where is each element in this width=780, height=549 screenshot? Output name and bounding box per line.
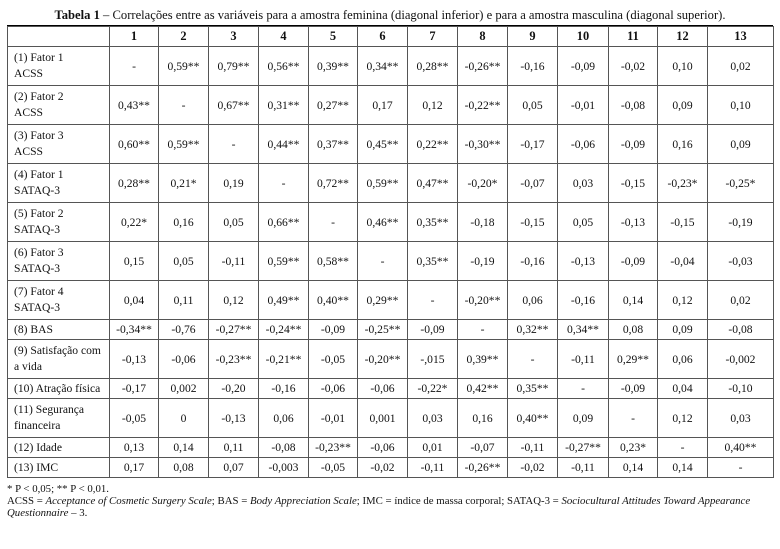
table-cell: -	[708, 458, 774, 478]
table-cell: 0,02	[708, 281, 774, 320]
table-cell: 0,45**	[358, 125, 408, 164]
table-cell: 0,08	[609, 320, 658, 340]
table-cell: -0,11	[558, 340, 609, 379]
table-cell: -0,01	[309, 399, 358, 438]
table-cell: 0,14	[658, 458, 708, 478]
header-cell-13: 13	[708, 27, 774, 47]
row-label: (10) Atração física	[8, 379, 110, 399]
table-cell: -0,18	[458, 203, 508, 242]
table-cell: -0,09	[309, 320, 358, 340]
table-cell: -0,01	[558, 86, 609, 125]
table-row	[8, 438, 774, 458]
table-caption	[7, 5, 773, 26]
table-cell: 0,16	[159, 203, 209, 242]
header-cell-11: 11	[609, 27, 658, 47]
table-cell: 0,15	[110, 242, 159, 281]
header-cell-6: 6	[358, 27, 408, 47]
table-cell: 0,40**	[508, 399, 558, 438]
table-row	[8, 86, 774, 125]
table-cell: -0,27**	[558, 438, 609, 458]
table-cell: 0,42**	[458, 379, 508, 399]
table-cell: 0,58**	[309, 242, 358, 281]
table-container	[7, 5, 773, 519]
table-cell: -0,22**	[458, 86, 508, 125]
table-cell: -0,11	[558, 458, 609, 478]
table-cell: -0,16	[558, 281, 609, 320]
row-label: (2) Fator 2 ACSS	[8, 86, 110, 125]
header-cell-4: 4	[259, 27, 309, 47]
table-row	[8, 340, 774, 379]
table-cell: 0,10	[708, 86, 774, 125]
table-row	[8, 164, 774, 203]
table-cell: 0,28**	[408, 47, 458, 86]
header-cell-1: 1	[110, 27, 159, 47]
table-cell: -0,11	[209, 242, 259, 281]
table-cell: 0,05	[159, 242, 209, 281]
table-cell: 0,10	[658, 47, 708, 86]
table-cell: -	[309, 203, 358, 242]
table-cell: 0,11	[209, 438, 259, 458]
table-cell: 0,47**	[408, 164, 458, 203]
row-label: (12) Idade	[8, 438, 110, 458]
table-cell: 0,59**	[159, 125, 209, 164]
table-cell: -0,002	[708, 340, 774, 379]
header-cell-empty	[8, 27, 110, 47]
table-cell: -0,30**	[458, 125, 508, 164]
table-cell: 0,08	[159, 458, 209, 478]
table-cell: 0,21*	[159, 164, 209, 203]
table-cell: 0,07	[209, 458, 259, 478]
table-cell: -0,09	[609, 379, 658, 399]
table-notes	[7, 483, 773, 519]
row-label: (11) Segurança financeira	[8, 399, 110, 438]
table-cell: -0,02	[609, 47, 658, 86]
row-label: (9) Satisfação com a vida	[8, 340, 110, 379]
table-cell: 0,23*	[609, 438, 658, 458]
table-cell: 0,14	[159, 438, 209, 458]
table-cell: -0,21**	[259, 340, 309, 379]
table-cell: -0,34**	[110, 320, 159, 340]
table-cell: 0,06	[658, 340, 708, 379]
header-cell-5: 5	[309, 27, 358, 47]
row-label: (3) Fator 3 ACSS	[8, 125, 110, 164]
table-cell: -0,03	[708, 242, 774, 281]
table-cell: -0,04	[658, 242, 708, 281]
table-cell: 0,002	[159, 379, 209, 399]
table-cell: 0,59**	[358, 164, 408, 203]
table-cell: 0,67**	[209, 86, 259, 125]
table-cell: -0,11	[408, 458, 458, 478]
table-cell: 0,29**	[609, 340, 658, 379]
table-row	[8, 458, 774, 478]
table-cell: -0,09	[609, 125, 658, 164]
table-row	[8, 47, 774, 86]
table-cell: -0,05	[309, 458, 358, 478]
table-cell: 0,72**	[309, 164, 358, 203]
table-row	[8, 125, 774, 164]
table-cell: 0,16	[458, 399, 508, 438]
table-cell: -0,23**	[209, 340, 259, 379]
table-row	[8, 242, 774, 281]
table-cell: 0,40**	[309, 281, 358, 320]
table-cell: -0,17	[110, 379, 159, 399]
table-row	[8, 399, 774, 438]
table-cell: 0,02	[708, 47, 774, 86]
table-cell: 0,14	[609, 281, 658, 320]
row-label: (5) Fator 2 SATAQ-3	[8, 203, 110, 242]
table-cell: -0,19	[458, 242, 508, 281]
header-cell-7: 7	[408, 27, 458, 47]
table-cell: 0,04	[658, 379, 708, 399]
caption-title: Tabela 1	[54, 8, 100, 22]
table-cell: -0,07	[508, 164, 558, 203]
header-cell-9: 9	[508, 27, 558, 47]
table-row	[8, 203, 774, 242]
table-cell: -0,15	[508, 203, 558, 242]
header-cell-8: 8	[458, 27, 508, 47]
table-cell: 0,03	[408, 399, 458, 438]
table-cell: 0,37**	[309, 125, 358, 164]
header-cell-12: 12	[658, 27, 708, 47]
header-cell-10: 10	[558, 27, 609, 47]
table-cell: 0,05	[209, 203, 259, 242]
row-label: (8) BAS	[8, 320, 110, 340]
table-cell: 0,17	[358, 86, 408, 125]
table-body	[8, 47, 774, 478]
table-cell: -	[358, 242, 408, 281]
header-row	[8, 27, 774, 47]
table-cell: -	[658, 438, 708, 458]
table-cell: -0,05	[110, 399, 159, 438]
table-cell: 0,28**	[110, 164, 159, 203]
table-cell: -0,06	[159, 340, 209, 379]
correlation-table	[7, 26, 774, 478]
table-cell: -0,06	[558, 125, 609, 164]
table-cell: -	[159, 86, 209, 125]
table-cell: -,015	[408, 340, 458, 379]
table-cell: -0,05	[309, 340, 358, 379]
table-cell: -	[508, 340, 558, 379]
table-cell: -0,26**	[458, 458, 508, 478]
table-cell: 0,09	[558, 399, 609, 438]
table-cell: -0,003	[259, 458, 309, 478]
table-cell: 0,13	[110, 438, 159, 458]
table-cell: -0,19	[708, 203, 774, 242]
table-cell: 0,09	[658, 320, 708, 340]
table-cell: 0,35**	[408, 242, 458, 281]
table-cell: 0,03	[558, 164, 609, 203]
table-cell: 0,05	[558, 203, 609, 242]
table-cell: -0,24**	[259, 320, 309, 340]
table-cell: 0,35**	[408, 203, 458, 242]
table-cell: -0,09	[609, 242, 658, 281]
table-cell: -0,76	[159, 320, 209, 340]
row-label: (1) Fator 1 ACSS	[8, 47, 110, 86]
table-cell: -0,06	[358, 379, 408, 399]
table-row	[8, 281, 774, 320]
table-cell: 0,17	[110, 458, 159, 478]
table-cell: -0,15	[609, 164, 658, 203]
table-cell: -0,08	[609, 86, 658, 125]
table-cell: 0,59**	[259, 242, 309, 281]
table-cell: 0,34**	[358, 47, 408, 86]
table-cell: 0,49**	[259, 281, 309, 320]
table-cell: 0,14	[609, 458, 658, 478]
table-cell: 0,27**	[309, 86, 358, 125]
table-row	[8, 320, 774, 340]
table-cell: -0,13	[609, 203, 658, 242]
table-cell: -0,13	[110, 340, 159, 379]
table-cell: -	[110, 47, 159, 86]
table-cell: -0,22*	[408, 379, 458, 399]
table-cell: 0,39**	[309, 47, 358, 86]
table-cell: 0,59**	[159, 47, 209, 86]
table-cell: 0,09	[708, 125, 774, 164]
abbreviation-note: ACSS = Acceptance of Cosmetic Surgery Scale; BAS = Body Appreciation Scale; IMC = índice de massa corporal; SATAQ-3 = Sociocultural Attitudes Toward Appearance Questionnaire – 3.	[7, 495, 751, 519]
table-cell: -0,13	[209, 399, 259, 438]
table-cell: 0	[159, 399, 209, 438]
table-cell: 0,79**	[209, 47, 259, 86]
table-cell: -0,09	[408, 320, 458, 340]
table-cell: -0,06	[309, 379, 358, 399]
table-cell: -0,23**	[309, 438, 358, 458]
table-cell: -0,25**	[358, 320, 408, 340]
table-cell: 0,29**	[358, 281, 408, 320]
table-cell: 0,09	[658, 86, 708, 125]
significance-note: * P < 0,05; ** P < 0,01.	[7, 483, 109, 495]
table-cell: 0,06	[508, 281, 558, 320]
table-cell: 0,12	[658, 399, 708, 438]
table-cell: -0,08	[708, 320, 774, 340]
table-cell: -0,16	[508, 47, 558, 86]
table-cell: 0,19	[209, 164, 259, 203]
table-cell: 0,11	[159, 281, 209, 320]
header-cell-3: 3	[209, 27, 259, 47]
table-cell: 0,56**	[259, 47, 309, 86]
row-label: (7) Fator 4 SATAQ-3	[8, 281, 110, 320]
table-cell: -0,11	[508, 438, 558, 458]
table-cell: -0,27**	[209, 320, 259, 340]
table-cell: 0,12	[408, 86, 458, 125]
table-cell: 0,12	[658, 281, 708, 320]
table-cell: 0,001	[358, 399, 408, 438]
table-cell: -	[259, 164, 309, 203]
table-cell: 0,35**	[508, 379, 558, 399]
table-cell: 0,04	[110, 281, 159, 320]
table-cell: -0,20**	[358, 340, 408, 379]
table-cell: -0,23*	[658, 164, 708, 203]
table-cell: 0,32**	[508, 320, 558, 340]
table-cell: -0,15	[658, 203, 708, 242]
table-row	[8, 379, 774, 399]
table-cell: -0,26**	[458, 47, 508, 86]
table-cell: 0,40**	[708, 438, 774, 458]
table-cell: -0,25*	[708, 164, 774, 203]
table-cell: -	[558, 379, 609, 399]
table-cell: 0,66**	[259, 203, 309, 242]
table-cell: 0,34**	[558, 320, 609, 340]
table-cell: -0,10	[708, 379, 774, 399]
table-cell: 0,01	[408, 438, 458, 458]
table-cell: -0,09	[558, 47, 609, 86]
table-cell: -	[609, 399, 658, 438]
table-cell: 0,31**	[259, 86, 309, 125]
table-cell: 0,43**	[110, 86, 159, 125]
table-cell: -0,17	[508, 125, 558, 164]
table-cell: -0,02	[358, 458, 408, 478]
table-cell: 0,05	[508, 86, 558, 125]
table-cell: 0,06	[259, 399, 309, 438]
table-cell: -0,20	[209, 379, 259, 399]
table-cell: 0,03	[708, 399, 774, 438]
caption-text: – Correlações entre as variáveis para a amostra feminina (diagonal inferior) e para a amostra masculina (diagonal superior).	[99, 8, 726, 22]
row-label: (6) Fator 3 SATAQ-3	[8, 242, 110, 281]
table-cell: 0,12	[209, 281, 259, 320]
table-cell: 0,16	[658, 125, 708, 164]
table-cell: -0,02	[508, 458, 558, 478]
table-cell: -0,20*	[458, 164, 508, 203]
row-label: (13) IMC	[8, 458, 110, 478]
table-cell: -	[458, 320, 508, 340]
header-cell-2: 2	[159, 27, 209, 47]
table-cell: -0,07	[458, 438, 508, 458]
table-cell: 0,22**	[408, 125, 458, 164]
table-cell: -0,16	[508, 242, 558, 281]
table-cell: -0,08	[259, 438, 309, 458]
table-cell: -0,16	[259, 379, 309, 399]
table-cell: 0,22*	[110, 203, 159, 242]
table-cell: -0,13	[558, 242, 609, 281]
row-label: (4) Fator 1 SATAQ-3	[8, 164, 110, 203]
table-cell: -	[408, 281, 458, 320]
table-cell: -0,06	[358, 438, 408, 458]
table-cell: 0,39**	[458, 340, 508, 379]
table-cell: -0,20**	[458, 281, 508, 320]
table-cell: 0,60**	[110, 125, 159, 164]
table-cell: 0,46**	[358, 203, 408, 242]
table-cell: 0,44**	[259, 125, 309, 164]
table-cell: -	[209, 125, 259, 164]
